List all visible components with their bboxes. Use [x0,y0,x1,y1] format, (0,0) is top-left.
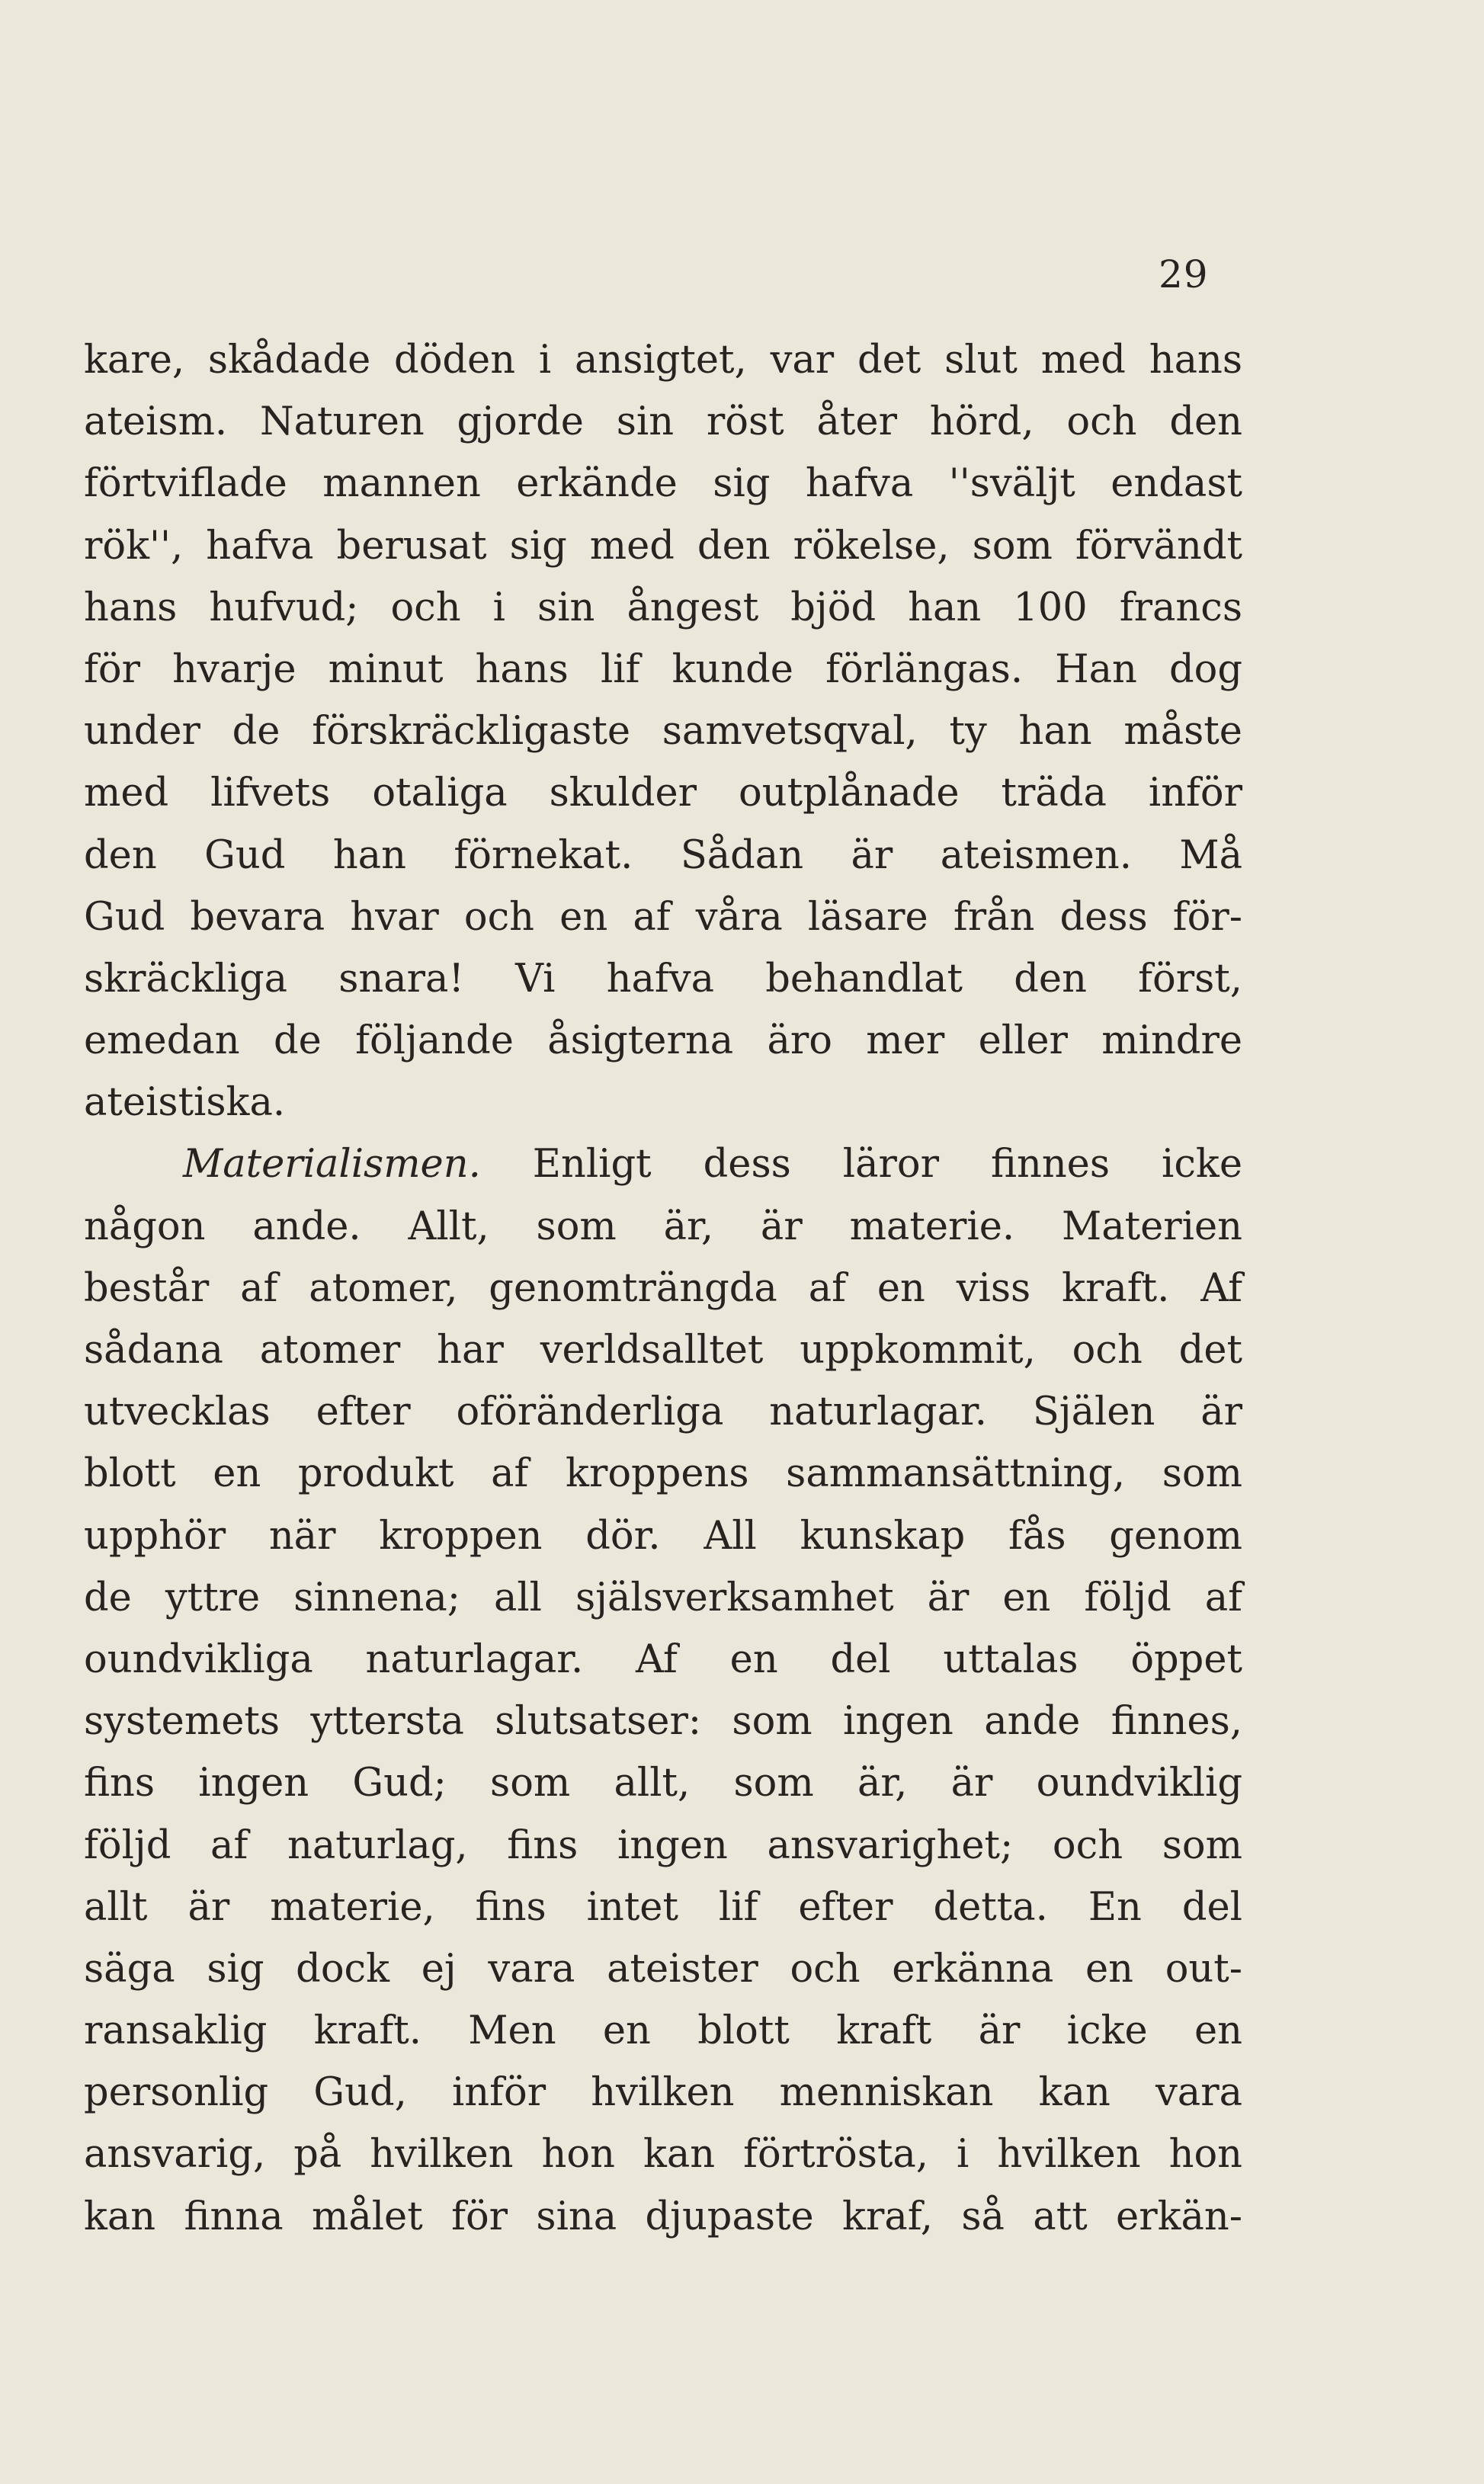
text-line: utvecklas efter oföränderliga naturlagar. Själen är [84,1389,1242,1435]
text-line: med lifvets otaliga skulder outplånade träda inför [84,771,1242,816]
text-line: säga sig dock ej vara ateister och erkänna en out- [84,1946,1242,1992]
text-line: någon ande. Allt, som är, är materie. Materien [84,1204,1242,1249]
text-line: kan finna målet för sina djupaste kraf, så att erkän- [84,2194,1242,2239]
text-line: emedan de följande åsigterna äro mer eller mindre [84,1018,1242,1064]
text-line: ateism. Naturen gjorde sin röst åter hörd, och den [84,399,1242,445]
text-line: ateistiska. [84,1080,286,1126]
text-line: Gud bevara hvar och en af våra läsare från dess för- [84,894,1242,940]
text-line: ansvarig, på hvilken hon kan förtrösta, i hvilken hon [84,2132,1242,2178]
section-first-line [84,1133,1242,1195]
text-line: skräckliga snara! Vi hafva behandlat den först, [84,956,1242,1002]
section-title: Materialismen. [183,1142,481,1188]
body-text [84,329,1242,2248]
text-line: hans hufvud; och i sin ångest bjöd han 100 francs [84,585,1242,630]
text-line: oundvikliga naturlagar. Af en del uttalas öppet [84,1636,1242,1682]
text-line: sådana atomer har verldsalltet uppkommit, och det [84,1328,1242,1373]
text-line: blott en produkt af kroppens sammansättning, som [84,1451,1242,1497]
text-line: förtviflade mannen erkände sig hafva ''sväljt endast [84,461,1242,507]
section-first-line-text: Enligt dess läror finnes icke [532,1142,1242,1188]
text-line: rök'', hafva berusat sig med den rökelse, som förvändt [84,523,1242,569]
page-number: 29 [1159,252,1209,296]
text-line: följd af naturlag, fins ingen ansvarighet; och som [84,1822,1242,1868]
text-line: fins ingen Gud; som allt, som är, är oundviklig [84,1761,1242,1806]
text-line: för hvarje minut hans lif kunde förlängas. Han dog [84,646,1242,692]
text-line: upphör när kroppen dör. All kunskap fås genom [84,1513,1242,1559]
text-line: den Gud han förnekat. Sådan är ateismen. Må [84,832,1242,878]
text-line: allt är materie, fins intet lif efter detta. En del [84,1884,1242,1930]
text-line: under de förskräckligaste samvetsqval, ty han måste [84,709,1242,755]
text-line: personlig Gud, inför hvilken menniskan kan vara [84,2070,1242,2116]
text-line: systemets yttersta slutsatser: som ingen ande finnes, [84,1699,1242,1745]
text-line: kare, skådade döden i ansigtet, var det slut med hans [84,338,1242,383]
text-line: består af atomer, genomträngda af en viss kraft. Af [84,1265,1242,1311]
text-line: ransaklig kraft. Men en blott kraft är icke en [84,2008,1242,2054]
text-line: de yttre sinnena; all själsverksamhet är en följd af [84,1575,1242,1620]
